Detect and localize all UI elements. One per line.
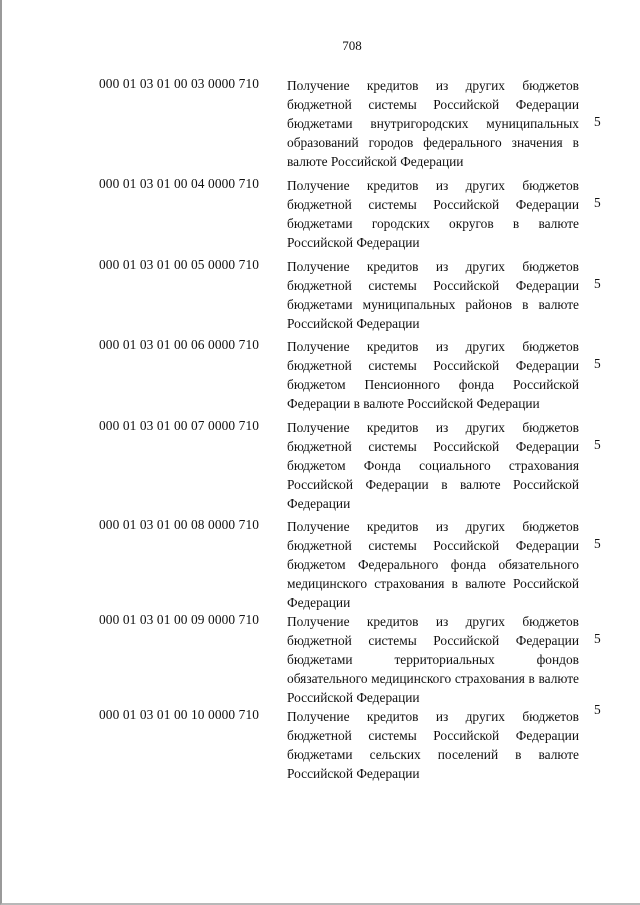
row-value: 5 [594, 114, 601, 129]
row-description: Получение кредитов из других бюджетов бюджетной системы Российской Федерации бюджетами сельских поселений в валюте Российской Федерации [287, 709, 579, 781]
row-value: 5 [594, 702, 601, 717]
row-description: Получение кредитов из других бюджетов бюджетной системы Российской Федерации бюджетами муниципальных районов в валюте Российской Федерации [287, 259, 579, 331]
budget-code: 000 01 03 01 00 07 0000 710 [99, 418, 260, 433]
row-value: 5 [594, 276, 601, 291]
budget-code: 000 01 03 01 00 10 0000 710 [99, 707, 260, 722]
budget-code: 000 01 03 01 00 09 0000 710 [99, 612, 260, 627]
row-value: 5 [594, 631, 601, 646]
page-number: 708 [342, 38, 362, 53]
budget-code: 000 01 03 01 00 05 0000 710 [99, 257, 260, 272]
row-description: Получение кредитов из других бюджетов бюджетной системы Российской Федерации бюджетом Пенсионного фонда Российской Федерации в валюте Российской Федерации [287, 339, 579, 411]
row-description: Получение кредитов из других бюджетов бюджетной системы Российской Федерации бюджетами внутригородских муниципальных образований городов федерального значения в валюте Российской Федерации [287, 78, 579, 169]
row-value: 5 [594, 356, 601, 371]
row-description: Получение кредитов из других бюджетов бюджетной системы Российской Федерации бюджетами городских округов в валюте Российской Федерации [287, 178, 579, 250]
budget-code: 000 01 03 01 00 08 0000 710 [99, 517, 260, 532]
row-value: 5 [594, 536, 601, 551]
row-value: 5 [594, 195, 601, 210]
budget-code: 000 01 03 01 00 03 0000 710 [99, 76, 260, 91]
row-description: Получение кредитов из других бюджетов бюджетной системы Российской Федерации бюджетом Федерального фонда обязательного медицинского страхования в валюте Российской Федерации [287, 519, 579, 610]
row-description: Получение кредитов из других бюджетов бюджетной системы Российской Федерации бюджетами территориальных фондов обязательного медицинского страхования в валюте Российской Федерации [287, 614, 579, 705]
row-description: Получение кредитов из других бюджетов бюджетной системы Российской Федерации бюджетом Фонда социального страхования Российской Федерации в валюте Российской Федерации [287, 420, 579, 511]
budget-code: 000 01 03 01 00 04 0000 710 [99, 176, 260, 191]
row-value: 5 [594, 437, 601, 452]
budget-code: 000 01 03 01 00 06 0000 710 [99, 337, 260, 352]
